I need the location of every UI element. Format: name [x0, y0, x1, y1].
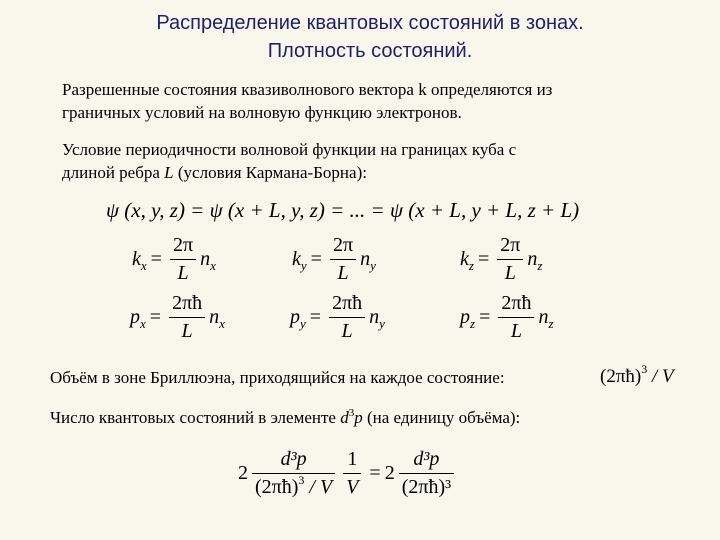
- slide-title-line1: Распределение квантовых состояний в зонах.: [156, 12, 584, 34]
- fraction: $\frac{2\pi ħ}{L}$: [329, 292, 365, 343]
- fraction: $\frac{\text{d³p}}{\text{(2πħ)³}}$: [399, 448, 454, 499]
- formula-kz: k z = $\frac{2\pi}{L}$ n z: [460, 234, 543, 284]
- fraction: $\frac{2\pi ħ}{L}$: [498, 292, 534, 343]
- paragraph-volume: Объём в зоне Бриллюэна, приходящийся на каждое состояние:: [50, 368, 505, 387]
- fraction: $\frac{\text{d³p}}{(2\pi ħ)^3 / V}$: [252, 448, 335, 499]
- formula-kx: k x = $\frac{2\pi}{L}$ n x: [132, 234, 216, 284]
- paragraph-number-of-states: Число квантовых состояний в элементе $d^3p$ (на единицу объёма):: [50, 407, 521, 427]
- fraction: $\frac{2\pi}{L}$: [330, 234, 356, 285]
- fraction: $\frac{2\pi}{L}$: [170, 234, 196, 285]
- paragraph-line: Условие периодичности волновой функции на границах куба с: [62, 140, 517, 159]
- formula-px: p x = $\frac{2\pi ħ}{L}$ n x: [130, 292, 225, 342]
- paragraph-line: Разрешенные состояния квазиволнового вектора k определяются из: [62, 80, 553, 99]
- formula-pz: p z = $\frac{2\pi ħ}{L}$ n z: [460, 292, 554, 342]
- formula-volume: (2πħ)$^3$ / V: [600, 362, 674, 387]
- paragraph-line: граничных условий на волновую функцию электронов.: [62, 103, 462, 122]
- formula-periodicity: ψ (x, y, z) = ψ (x + L, y, z) = ... = ψ (x + L, y + L, z + L): [106, 198, 580, 222]
- fraction: $\frac{2\pi ħ}{L}$: [169, 292, 205, 343]
- formula-density-of-states: 2 $\frac{\text{d³p}}{(2\pi ħ)^3 / V}$ $\frac{1}{V}$ = 2 $\frac{\text{d³p}}{\text{(2πħ)³}}$: [238, 448, 458, 499]
- paragraph-line: длиной ребра L (условия Кармана-Борна):: [62, 163, 367, 182]
- fraction: $\frac{1}{V}$: [343, 448, 361, 499]
- slide-title-line2: Плотность состояний.: [267, 40, 473, 62]
- paragraph-periodicity: [62, 138, 516, 184]
- formula-ky: k y = $\frac{2\pi}{L}$ n y: [292, 234, 376, 284]
- fraction: $\frac{2\pi}{L}$: [497, 234, 523, 285]
- paragraph-allowed-states: [62, 78, 552, 124]
- formula-py: p y = $\frac{2\pi ħ}{L}$ n y: [290, 292, 385, 342]
